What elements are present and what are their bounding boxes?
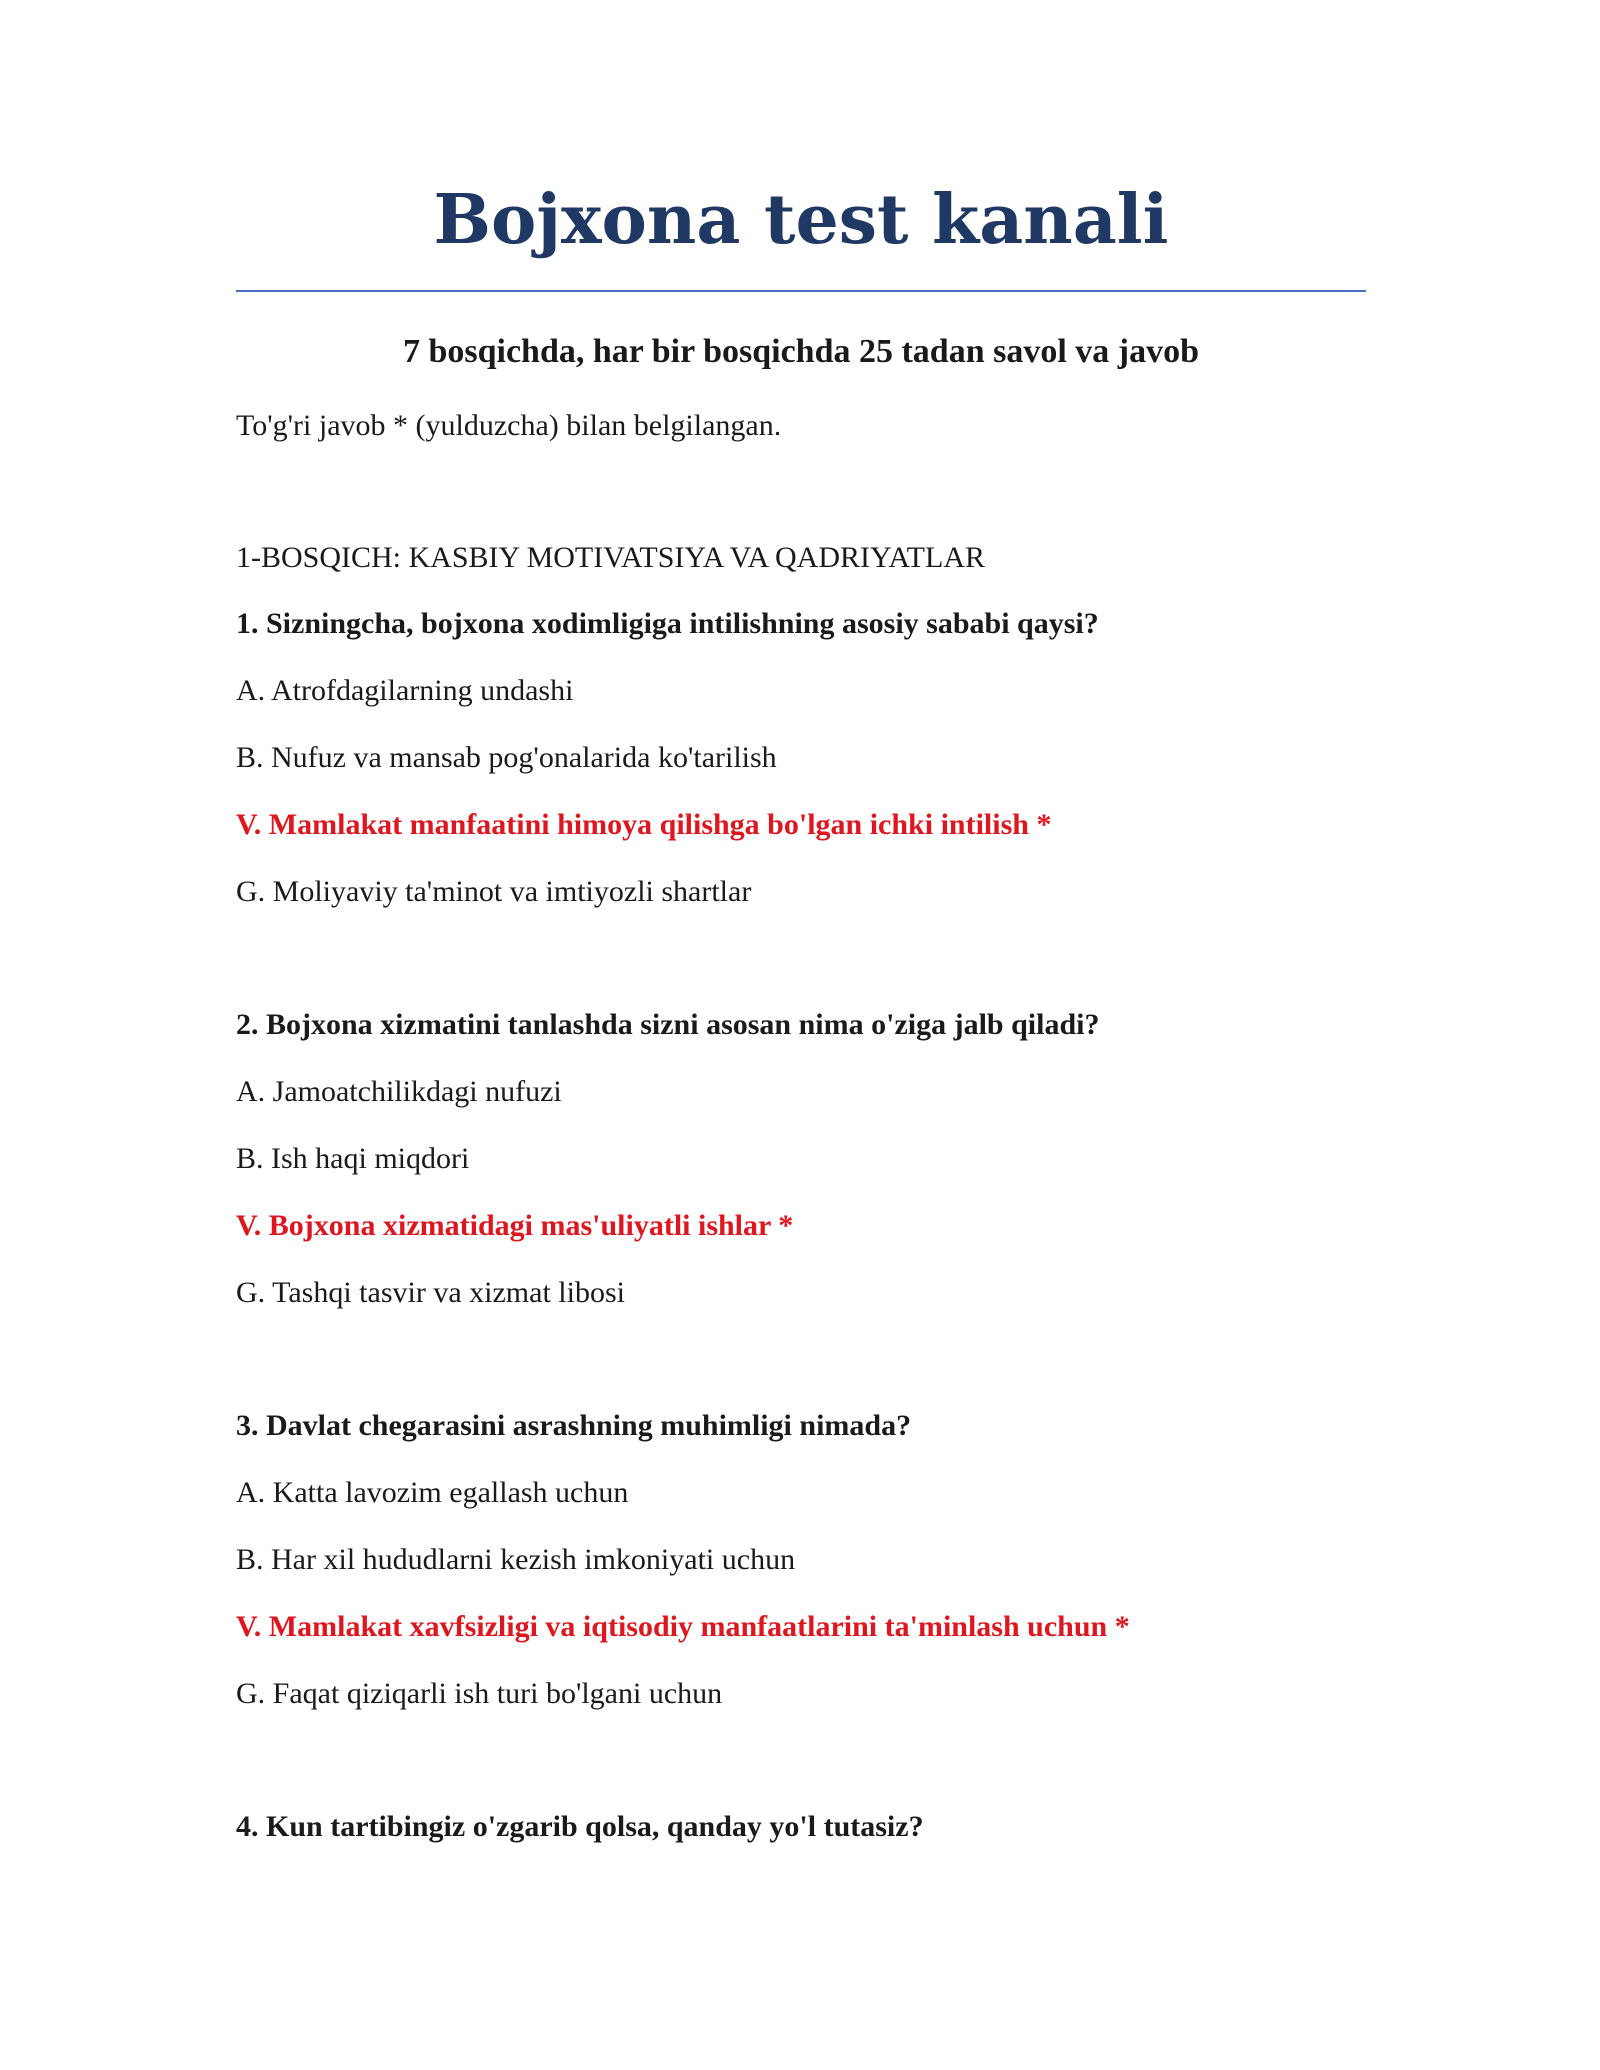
question-3-option-v-correct: V. Mamlakat xavfsizligi va iqtisodiy manfaatlarini ta'minlash uchun * (236, 1610, 1130, 1643)
question-2-option-a: A. Jamoatchilikdagi nufuzi (236, 1075, 562, 1108)
question-2: 2. Bojxona xizmatini tanlashda sizni asosan nima o'ziga jalb qiladi? (236, 1008, 1100, 1041)
section-heading: 1-BOSQICH: KASBIY MOTIVATSIYA VA QADRIYATLAR (236, 541, 985, 574)
question-2-option-v-correct: V. Bojxona xizmatidagi mas'uliyatli ishlar * (236, 1209, 794, 1242)
question-3-option-b: B. Har xil hududlarni kezish imkoniyati uchun (236, 1543, 796, 1576)
question-1-option-a: A. Atrofdagilarning undashi (236, 674, 574, 707)
document-subtitle: 7 bosqichda, har bir bosqichda 25 tadan savol va javob (402, 333, 1200, 370)
document-title: Bojxona test kanali (433, 180, 1169, 260)
question-2-option-g: G. Tashqi tasvir va xizmat libosi (236, 1276, 625, 1309)
question-4: 4. Kun tartibingiz o'zgarib qolsa, qanday yo'l tutasiz? (236, 1810, 924, 1843)
question-1-option-b: B. Nufuz va mansab pog'onalarida ko'tarilish (236, 741, 777, 774)
question-1-option-v-correct: V. Mamlakat manfaatini himoya qilishga bo'lgan ichki intilish * (236, 808, 1052, 841)
question-2-option-b: B. Ish haqi miqdori (236, 1142, 470, 1175)
question-3-option-g: G. Faqat qiziqarli ish turi bo'lgani uchun (236, 1677, 723, 1710)
question-1-option-g: G. Moliyaviy ta'minot va imtiyozli shartlar (236, 875, 752, 908)
answer-note: To'g'ri javob * (yulduzcha) bilan belgilangan. (236, 409, 782, 442)
title-underline (236, 290, 1366, 292)
question-1: 1. Sizningcha, bojxona xodimligiga intilishning asosiy sababi qaysi? (236, 607, 1099, 640)
question-3: 3. Davlat chegarasini asrashning muhimligi nimada? (236, 1409, 912, 1442)
question-3-option-a: A. Katta lavozim egallash uchun (236, 1476, 629, 1509)
